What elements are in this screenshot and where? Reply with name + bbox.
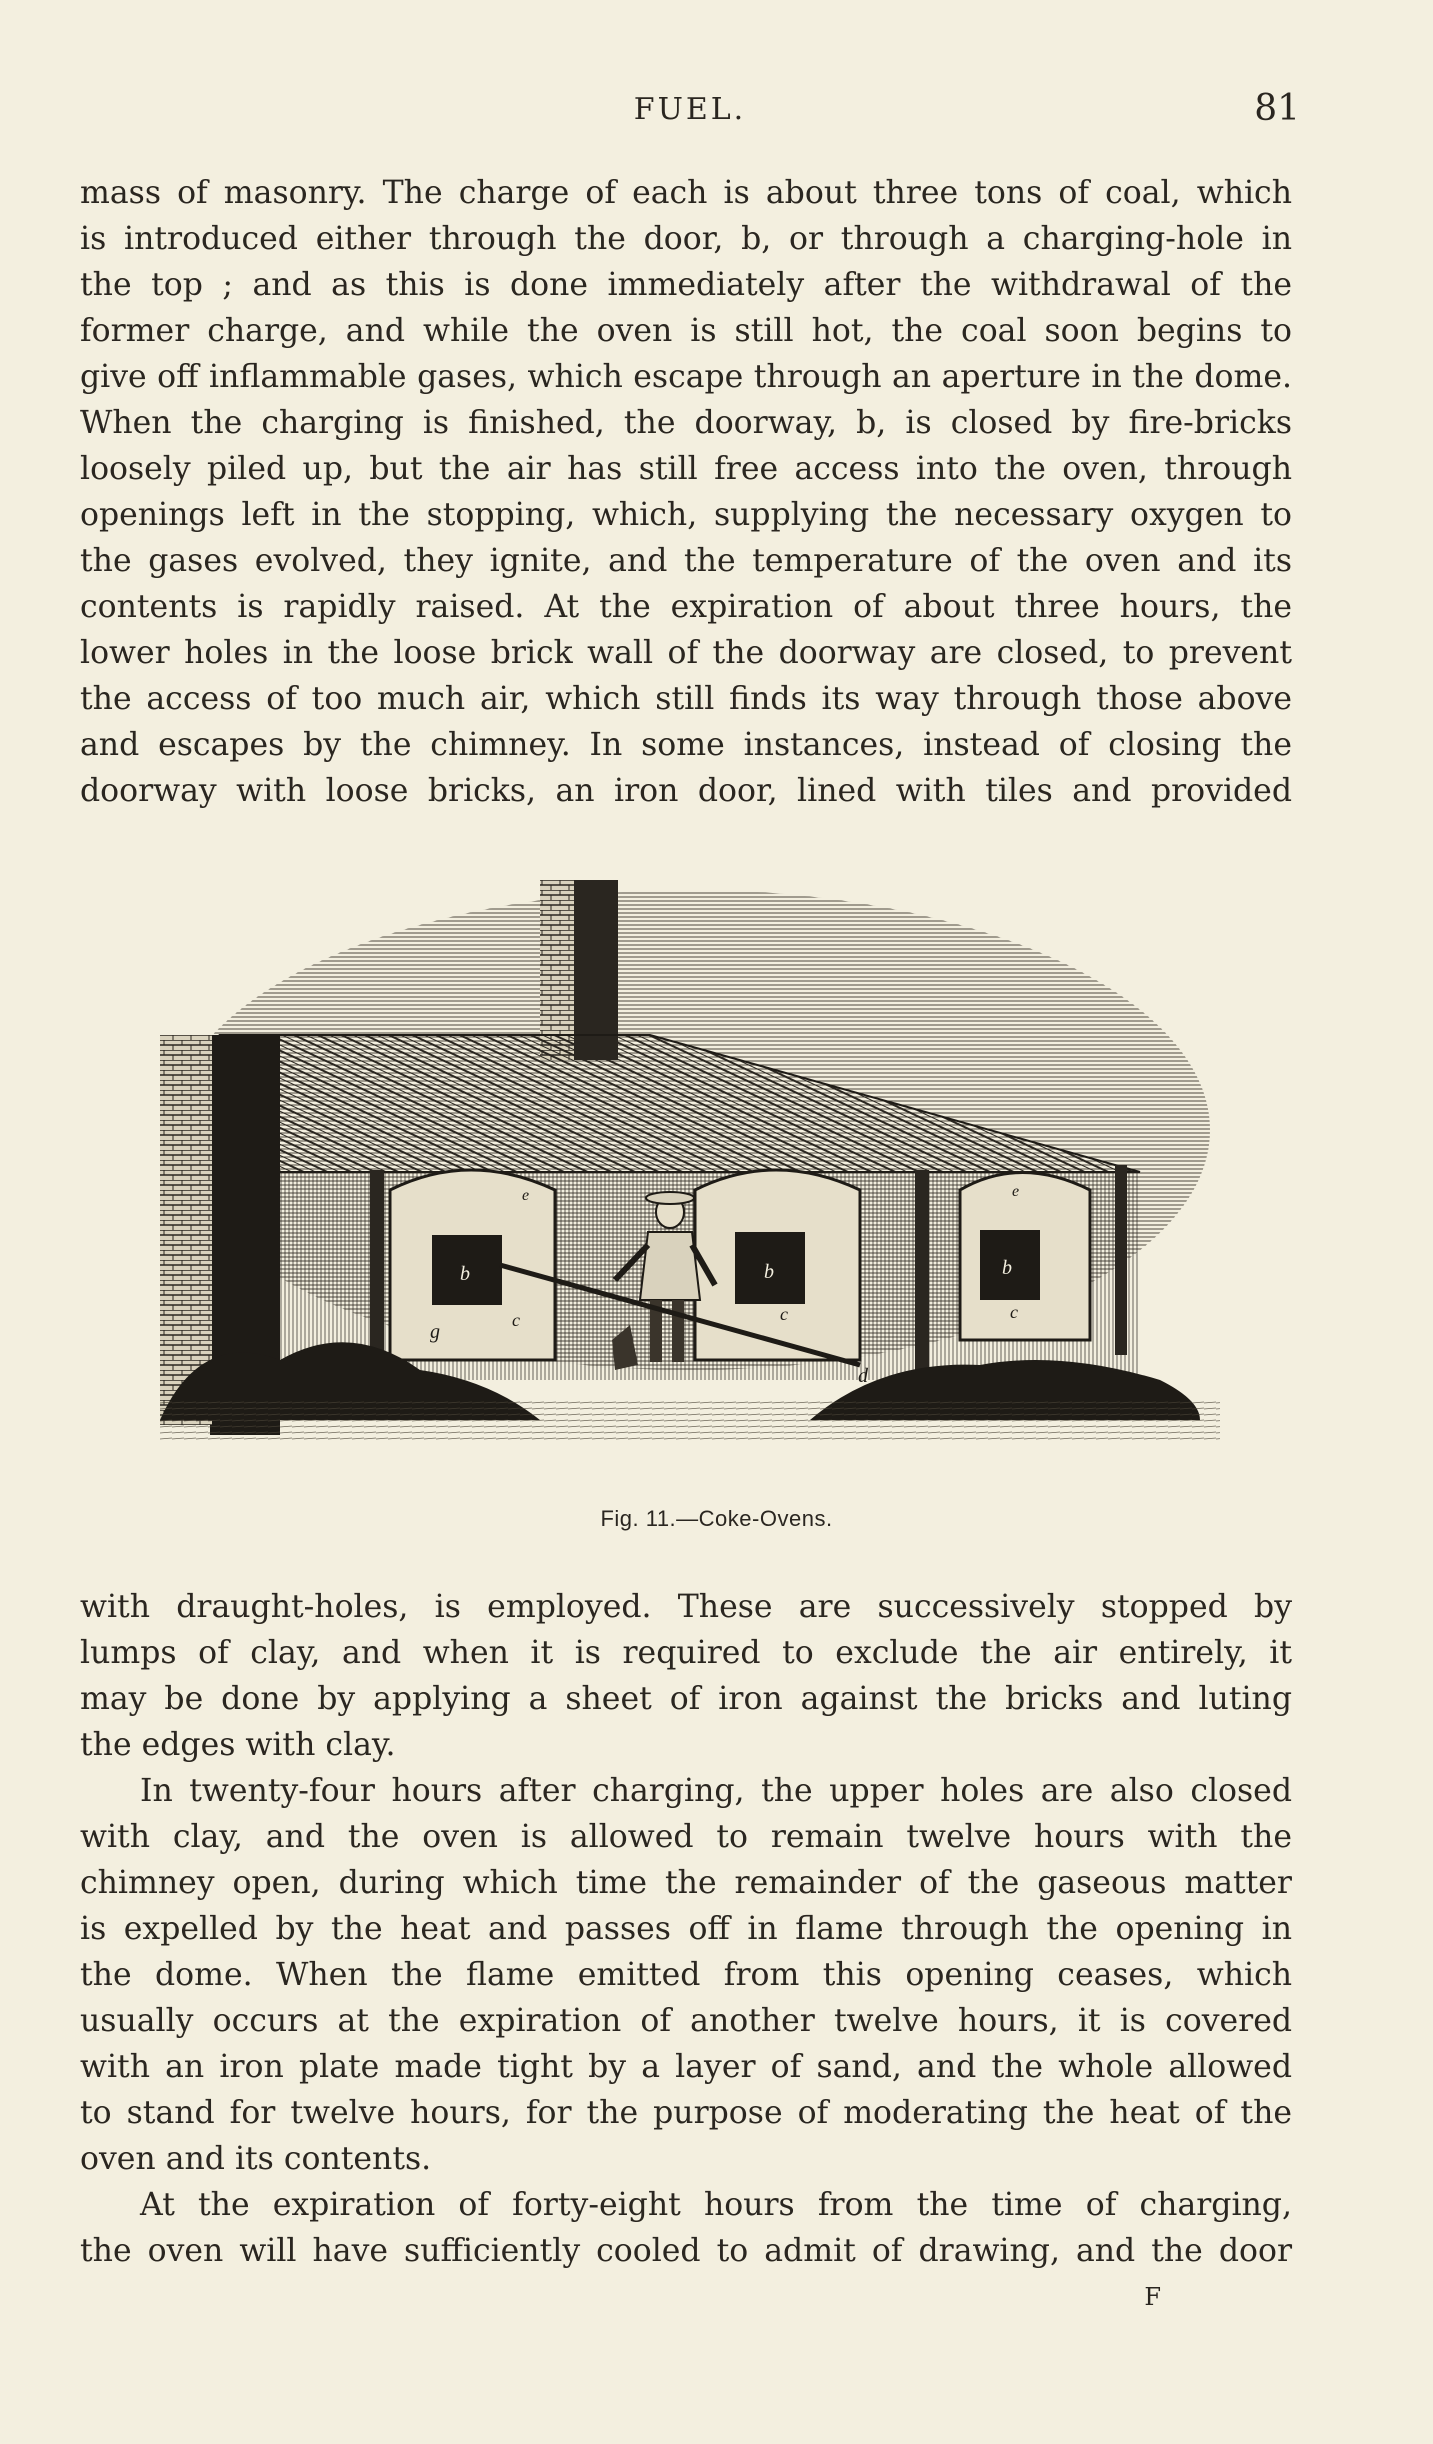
- label-c-1: c: [512, 1310, 520, 1330]
- label-g: g: [430, 1321, 440, 1343]
- signature-mark: F: [1144, 2283, 1161, 2311]
- text-line: chimney open, during which time the remainder of the gaseous matter: [80, 1865, 1292, 1901]
- text-line: the edges with clay.: [80, 1727, 396, 1763]
- label-b-1: b: [460, 1263, 470, 1285]
- text-line: loosely piled up, but the air has still free access into the oven, through: [80, 451, 1292, 487]
- label-e-1: e: [522, 1187, 530, 1204]
- text-line: may be done by applying a sheet of iron against the bricks and luting: [80, 1681, 1292, 1717]
- running-title: FUEL.: [633, 92, 747, 127]
- chimney: [572, 880, 618, 1060]
- text-line: doorway with loose bricks, an iron door, lined with tiles and provided: [80, 773, 1292, 809]
- page-header: [80, 88, 1300, 138]
- paragraph-top: [80, 170, 1292, 814]
- oven-2: [695, 1170, 860, 1360]
- text-line: mass of masonry. The charge of each is about three tons of coal, which: [80, 175, 1292, 211]
- text-line: usually occurs at the expiration of another twelve hours, it is covered: [80, 2003, 1292, 2039]
- text-line: is expelled by the heat and passes off in flame through the opening in: [80, 1911, 1292, 1947]
- text-line: with clay, and the oven is allowed to remain twelve hours with the: [80, 1819, 1292, 1855]
- text-line: openings left in the stopping, which, supplying the necessary oxygen to: [80, 497, 1292, 533]
- text-line: contents is rapidly raised. At the expiration of about three hours, the: [80, 589, 1292, 625]
- chimney-side: [540, 880, 574, 1060]
- roof-post: [915, 1170, 929, 1370]
- text-line: the top ; and as this is done immediately after the withdrawal of the: [80, 267, 1292, 303]
- figure-caption: Fig. 11.—Coke-Ovens.: [600, 1506, 833, 1531]
- text-line: the oven will have sufficiently cooled to admit of drawing, and the door: [80, 2233, 1292, 2269]
- label-d: d: [858, 1365, 868, 1387]
- text-line: When the charging is finished, the doorway, b, is closed by fire-bricks: [80, 405, 1292, 441]
- coke-ovens-illustration: [160, 860, 1220, 1480]
- text-line: In twenty-four hours after charging, the upper holes are also closed: [140, 1773, 1292, 1809]
- text-line: former charge, and while the oven is still hot, the coal soon begins to: [80, 313, 1292, 349]
- page-number: 81: [1254, 88, 1300, 129]
- text-line: the access of too much air, which still finds its way through those above: [80, 681, 1292, 717]
- label-c-3: c: [1010, 1302, 1018, 1322]
- ground: [160, 1400, 1220, 1440]
- paragraph-bottom: [80, 1584, 1292, 2274]
- roof-post: [1115, 1165, 1127, 1355]
- text-line: lower holes in the loose brick wall of the doorway are closed, to prevent: [80, 635, 1292, 671]
- oven-3: [960, 1173, 1090, 1341]
- text-line: to stand for twelve hours, for the purpose of moderating the heat of the: [80, 2095, 1292, 2131]
- label-c-2: c: [780, 1304, 788, 1324]
- text-line: is introduced either through the door, b, or through a charging-hole in: [80, 221, 1292, 257]
- label-e-2: e: [1012, 1183, 1020, 1200]
- label-b-3: b: [1002, 1257, 1012, 1279]
- engraving-svg: [160, 860, 1220, 1480]
- text-line: the dome. When the flame emitted from this opening ceases, which: [80, 1957, 1292, 1993]
- oven-1: [390, 1170, 555, 1360]
- text-line: with an iron plate made tight by a layer of sand, and the whole allowed: [80, 2049, 1292, 2085]
- text-line: and escapes by the chimney. In some instances, instead of closing the: [80, 727, 1292, 763]
- text-line: the gases evolved, they ignite, and the temperature of the oven and its: [80, 543, 1292, 579]
- label-b-2: b: [764, 1261, 774, 1283]
- text-line: give off inflammable gases, which escape through an aperture in the dome.: [80, 359, 1292, 395]
- text-line: At the expiration of forty-eight hours from the time of charging,: [140, 2187, 1292, 2223]
- text-line: oven and its contents.: [80, 2141, 432, 2177]
- text-line: lumps of clay, and when it is required to exclude the air entirely, it: [80, 1635, 1292, 1671]
- text-line: with draught-holes, is employed. These are successively stopped by: [80, 1589, 1292, 1625]
